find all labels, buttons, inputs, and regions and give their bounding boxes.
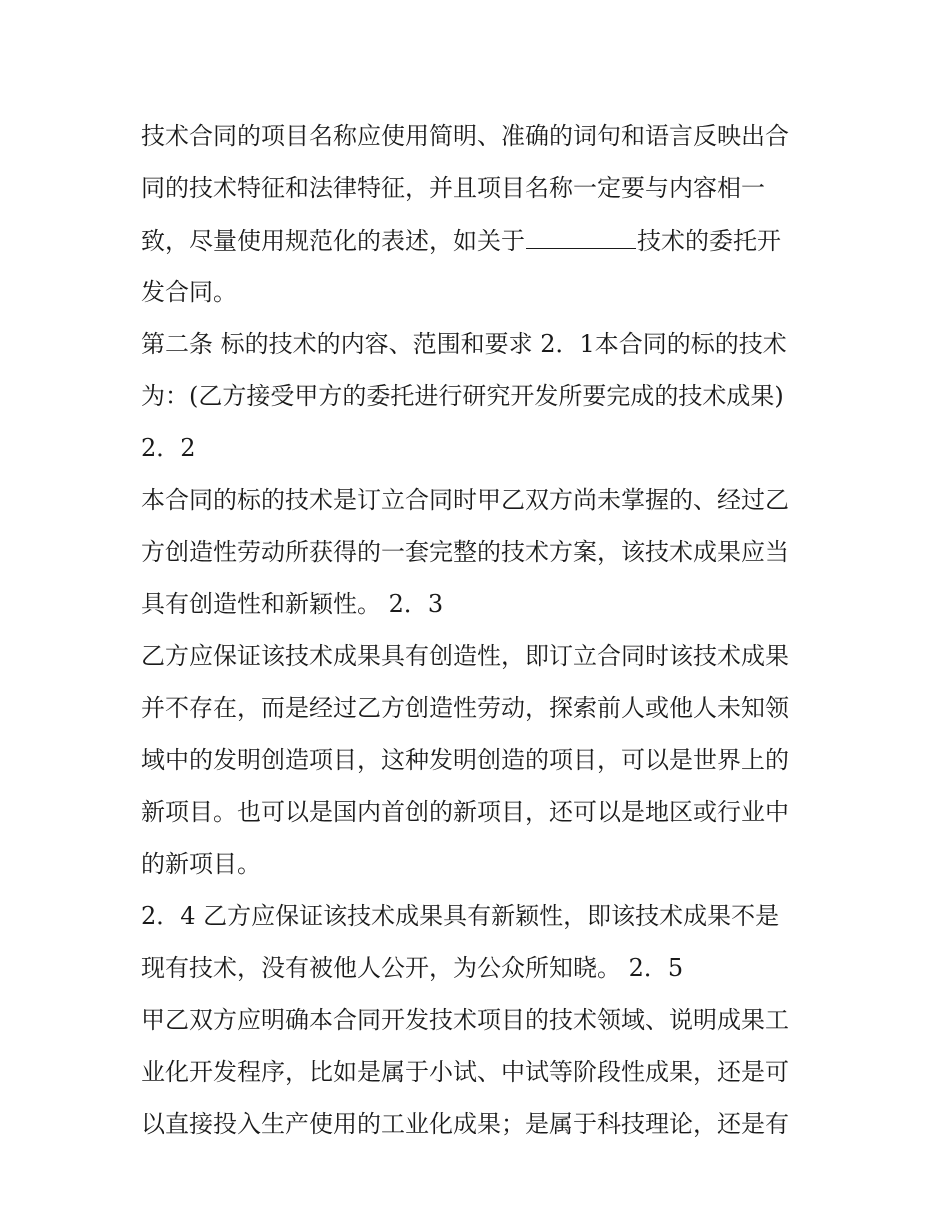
section-heading-line: 第二条 标的技术的内容、范围和要求 2．1本合同的标的技术 bbox=[141, 330, 787, 358]
text-line: 甲乙双方应明确本合同开发技术项目的技术领域、说明成果工 bbox=[141, 1006, 789, 1034]
text-line: 发合同。 bbox=[141, 278, 237, 306]
text-line: 业化开发程序，比如是属于小试、中试等阶段性成果，还是可 bbox=[141, 1058, 789, 1086]
text-line: 域中的发明创造项目，这种发明创造的项目，可以是世界上的 bbox=[141, 746, 789, 774]
text-line: 新项目。也可以是国内首创的新项目，还可以是地区或行业中 bbox=[141, 798, 789, 826]
contract-body-text bbox=[141, 110, 821, 1150]
text-segment: 技术的委托开 bbox=[637, 227, 781, 255]
text-line: 具有创造性和新颖性。 2．3 bbox=[141, 590, 444, 618]
text-line: 为：(乙方接受甲方的委托进行研究开发所要完成的技术成果) bbox=[141, 382, 784, 410]
text-line-with-blank bbox=[141, 214, 821, 266]
text-line: 技术合同的项目名称应使用简明、准确的词句和语言反映出合 bbox=[141, 122, 789, 150]
text-line: 现有技术，没有被他人公开，为公众所知晓。 2．5 bbox=[141, 954, 684, 982]
text-line: 方创造性劳动所获得的一套完整的技术方案，该技术成果应当 bbox=[141, 538, 789, 566]
text-segment: 致，尽量使用规范化的表述，如关于 bbox=[141, 227, 525, 255]
text-line: 的新项目。 bbox=[141, 850, 261, 878]
text-line: 2．4 乙方应保证该技术成果具有新颖性，即该技术成果不是 bbox=[141, 902, 780, 930]
text-line: 乙方应保证该技术成果具有创造性，即订立合同时该技术成果 bbox=[141, 642, 789, 670]
text-line: 本合同的标的技术是订立合同时甲乙双方尚未掌握的、经过乙 bbox=[141, 486, 789, 514]
text-line: 同的技术特征和法律特征，并且项目名称一定要与内容相一 bbox=[141, 174, 765, 202]
fill-in-blank bbox=[526, 214, 636, 249]
text-line: 并不存在，而是经过乙方创造性劳动，探索前人或他人未知领 bbox=[141, 694, 789, 722]
clause-number: 2．2 bbox=[141, 434, 196, 462]
text-line: 以直接投入生产使用的工业化成果；是属于科技理论，还是有 bbox=[141, 1110, 789, 1138]
